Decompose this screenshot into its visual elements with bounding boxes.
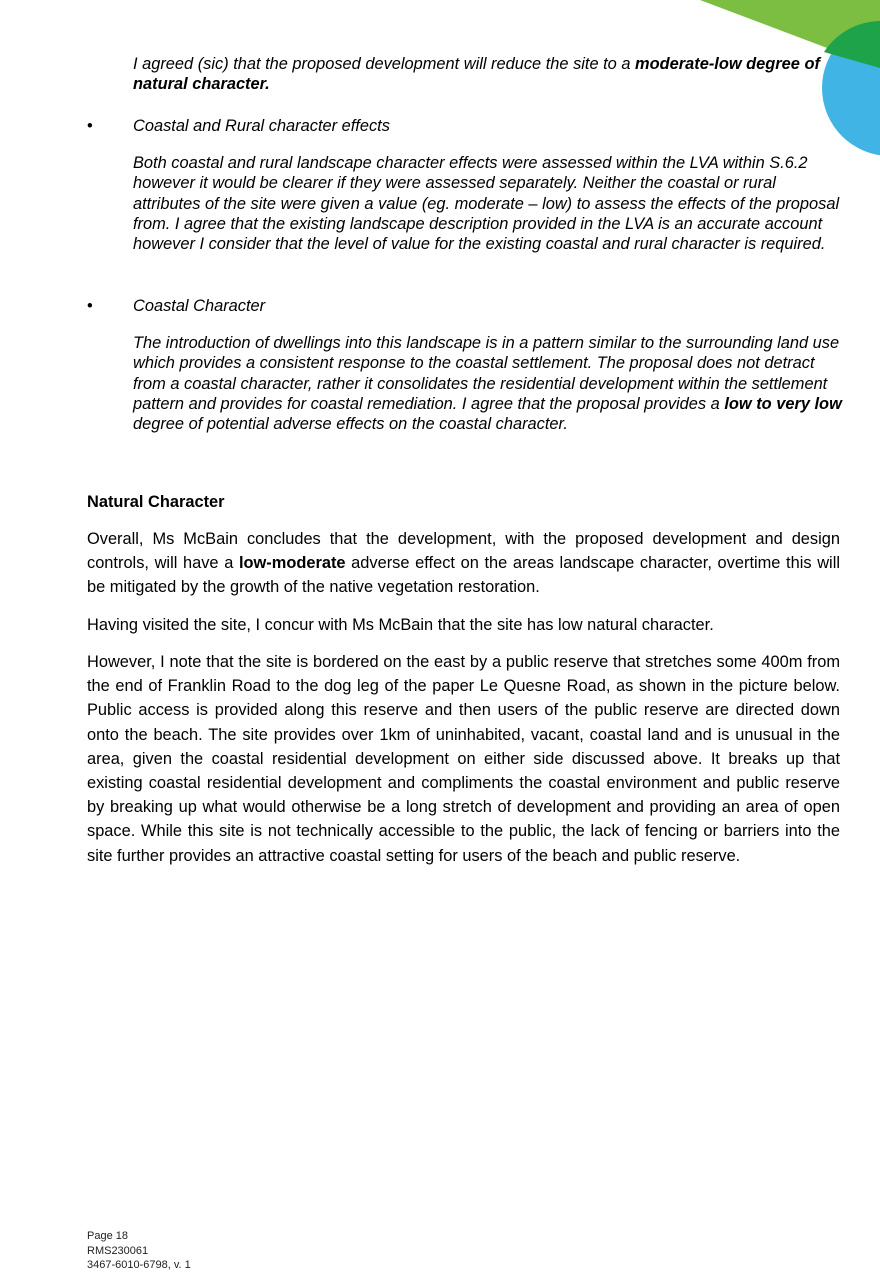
- intro-text: I agreed (sic) that the proposed development will reduce the site to a: [133, 55, 636, 73]
- intro-period: .: [265, 75, 270, 94]
- paragraph-text: Overall, Ms McBain concludes that the development, with the proposed development and design controls, will have a: [87, 530, 840, 573]
- footer-reference: RMS230061: [87, 1244, 149, 1257]
- bullet-body-text: degree of potential adverse effects on the coastal character.: [133, 415, 568, 434]
- bullet-body-text: The introduction of dwellings into this landscape is in a pattern similar to the surrounding land use which provides a consistent response to the coastal settlement. The proposal does not detract from a coastal character, rather it consolidates the residential development within the settlement pattern and provides for coastal remediation. I agree that the proposal provides a: [133, 334, 840, 413]
- bullet-icon: •: [87, 297, 93, 315]
- bullet-body-bold: low to very low: [724, 394, 842, 413]
- intro-bold-text: moderate-low degree of natural character: [133, 55, 820, 94]
- bullet-icon: •: [87, 117, 93, 135]
- bullet-label: Coastal and Rural character effects: [133, 117, 390, 135]
- bullet-body: [133, 333, 843, 434]
- body-paragraph: Having visited the site, I concur with Ms McBain that the site has low natural character.: [87, 616, 714, 634]
- footer-document-id: 3467-6010-6798, v. 1: [87, 1259, 191, 1271]
- paragraph-text: adverse effect on the areas landscape character, overtime this will be mitigated by the growth of the native vegetation restoration.: [87, 554, 840, 597]
- intro-paragraph: [133, 54, 843, 95]
- paragraph-bold: low-moderate: [238, 554, 346, 573]
- body-paragraph: However, I note that the site is bordered on the east by a public reserve that stretches some 400m from the end of Franklin Road to the dog leg of the paper Le Quesne Road, as shown in the picture below. Public access is provided along this reserve and then users of the public reserve are directed down onto the beach. The site provides over 1km of uninhabited, vacant, coastal land and is unusual in the area, given the coastal residential development on either side discussed above. It breaks up that existing coastal residential development and compliments the coastal environment and public reserve by breaking up what would otherwise be a long stretch of development and providing an area of open space. While this site is not technically accessible to the public, the lack of fencing or barriers into the site further provides an attractive coastal setting for users of the beach and public reserve.: [87, 653, 840, 865]
- section-heading: Natural Character: [87, 493, 225, 511]
- page-footer: [87, 1229, 191, 1273]
- bullet-body: Both coastal and rural landscape character effects were assessed within the LVA within S.6.2 however it would be clearer if they were assessed separately. Neither the coastal or rural attributes of the site were given a value (eg. moderate – low) to assess the effects of the proposal from. I agree that the existing landscape description provided in the LVA is an accurate account however I consider that the level of value for the existing coastal and rural character is required.: [133, 154, 840, 254]
- bullet-label: Coastal Character: [133, 297, 266, 315]
- body-paragraph: [87, 527, 840, 600]
- footer-page-number: Page 18: [87, 1230, 128, 1242]
